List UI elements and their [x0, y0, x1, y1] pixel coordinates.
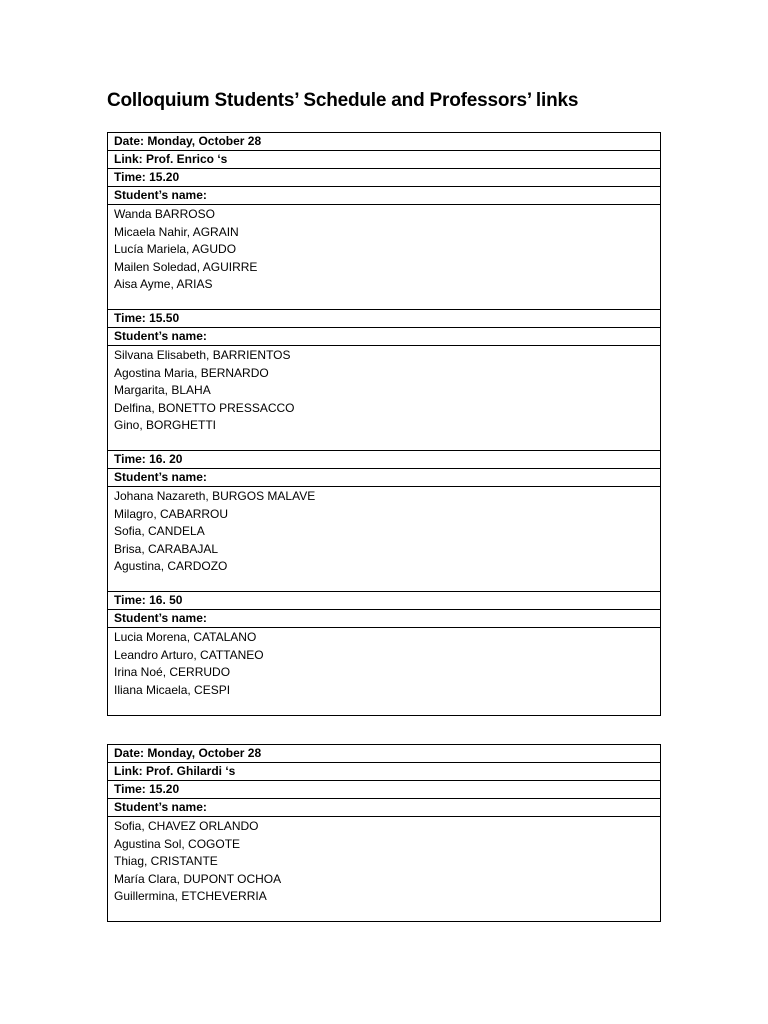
- student-list: [108, 346, 660, 451]
- student-name: Mailen Soledad, AGUIRRE: [114, 259, 258, 274]
- student-name: Brisa, CARABAJAL: [114, 541, 219, 556]
- schedule-table-enrico: [107, 132, 661, 716]
- date-row: Date: Monday, October 28: [108, 133, 660, 151]
- student-name: Micaela Nahir, AGRAIN: [114, 224, 239, 239]
- student-name: Delfina, BONETTO PRESSACCO: [114, 400, 295, 415]
- link-row: Link: Prof. Enrico ‘s: [108, 151, 660, 169]
- student-name: Guillermina, ETCHEVERRIA: [114, 889, 267, 903]
- student-name: Iliana Micaela, CESPI: [114, 682, 231, 697]
- schedule-table-ghilardi: [107, 744, 661, 922]
- student-list: [108, 487, 660, 592]
- student-name: Irina Noé, CERRUDO: [114, 665, 231, 679]
- student-name: Agostina Maria, BERNARDO: [114, 365, 269, 380]
- student-name-label: Student’s name:: [108, 187, 660, 205]
- student-name: Margarita, BLAHA: [114, 383, 211, 397]
- student-name: Leandro Arturo, CATTANEO: [114, 647, 264, 662]
- student-name: Johana Nazareth, BURGOS MALAVE: [114, 489, 316, 503]
- date-row: Date: Monday, October 28: [108, 745, 660, 763]
- student-name-label: Student’s name:: [108, 799, 660, 817]
- student-name: Agustina Sol, COGOTE: [114, 836, 241, 851]
- student-name-label: Student’s name:: [108, 328, 660, 346]
- time-row: Time: 15.20: [108, 169, 660, 187]
- time-row: Time: 15.50: [108, 310, 660, 328]
- time-row: Time: 16. 50: [108, 592, 660, 610]
- time-row: Time: 16. 20: [108, 451, 660, 469]
- student-name-label: Student’s name:: [108, 610, 660, 628]
- student-name: Silvana Elisabeth, BARRIENTOS: [114, 348, 291, 362]
- student-name: Sofia, CANDELA: [114, 524, 205, 538]
- student-list: [108, 628, 660, 715]
- student-name: Gino, BORGHETTI: [114, 418, 217, 432]
- student-name-label: Student’s name:: [108, 469, 660, 487]
- student-list: [108, 205, 660, 310]
- student-name: María Clara, DUPONT OCHOA: [114, 871, 282, 886]
- student-name: Milagro, CABARROU: [114, 506, 229, 521]
- student-name: Lucía Mariela, AGUDO: [114, 242, 237, 256]
- student-list: [108, 817, 660, 921]
- student-name: Lucia Morena, CATALANO: [114, 630, 257, 644]
- student-name: Agustina, CARDOZO: [114, 559, 228, 573]
- student-name: Aisa Ayme, ARIAS: [114, 277, 213, 291]
- student-name: Wanda BARROSO: [114, 207, 215, 221]
- page-title: Colloquium Students’ Schedule and Professors’ links: [107, 90, 579, 111]
- student-name: Sofia, CHAVEZ ORLANDO: [114, 819, 259, 833]
- student-name: Thiag, CRISTANTE: [114, 854, 218, 868]
- time-row: Time: 15.20: [108, 781, 660, 799]
- link-row: Link: Prof. Ghilardi ‘s: [108, 763, 660, 781]
